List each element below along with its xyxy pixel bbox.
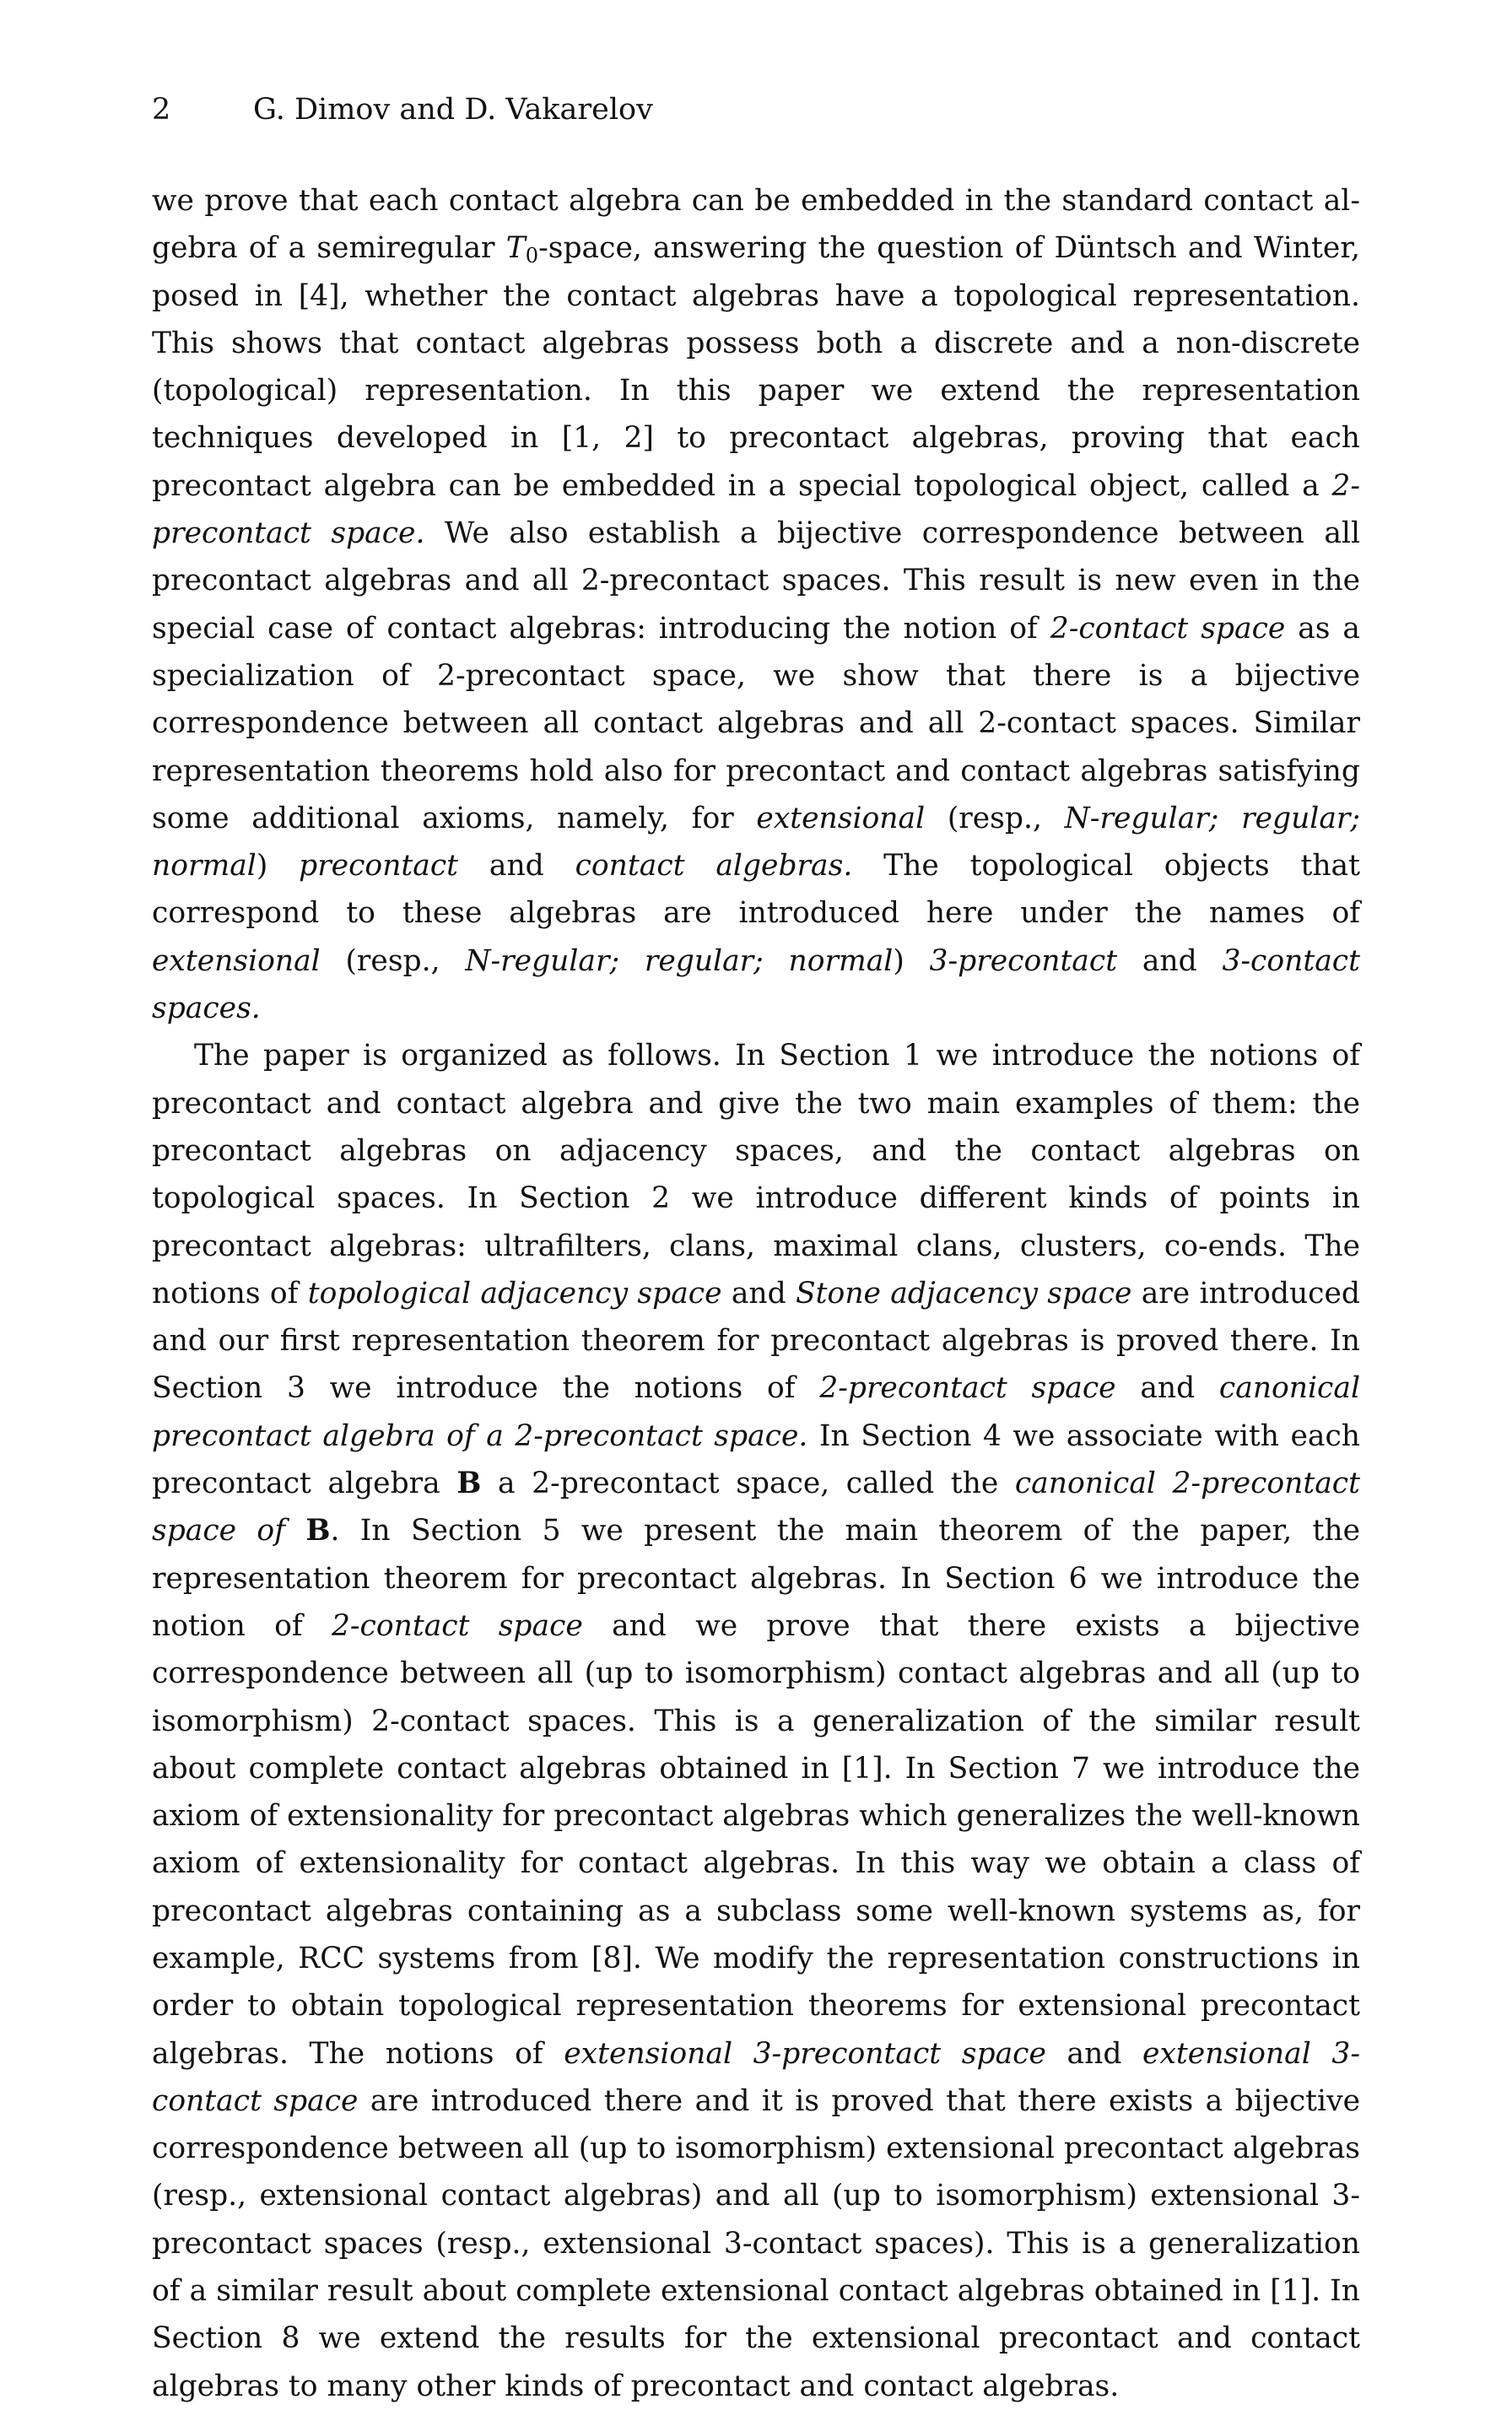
emphasis-text: topological adjacency space	[307, 1276, 722, 1310]
emphasis-text: precontact	[299, 849, 459, 883]
emphasis-text: 2-contact space	[331, 1608, 583, 1643]
body-text	[152, 177, 1360, 2410]
text-run: (resp.,	[320, 943, 466, 978]
text-run: a 2-precontact space, called the	[481, 1467, 1015, 1501]
emphasis-text: extensional	[756, 801, 926, 835]
emphasis-text: 3-precontact	[929, 943, 1118, 978]
text-run	[285, 1514, 305, 1548]
paragraph	[152, 177, 1360, 1032]
emphasis-text: N-regular; regular; normal	[152, 801, 1361, 883]
text-run: The topological objects that correspond to these algebras are introduced here under the names of	[152, 849, 1360, 931]
emphasis-text: N-regular; regular; normal	[465, 943, 894, 978]
text-run: and	[1045, 2036, 1143, 2071]
emphasis-text: 3-contact spaces.	[152, 943, 1360, 1026]
emphasis-text: extensional 3-precontact space	[564, 2036, 1046, 2071]
text-run: and we prove that there exists a bijective correspondence between all (up to isomorphism) contact algebras and all (up to isomorphism) 2-contact spaces. This is a generalization of the similar result about complete contact algebras obtained in [1]. In Section 7 we introduce the axiom of extensionality for precontact algebras which generalizes the well-known axiom of extensionality for contact algebras. In this way we obtain a class of precontact algebras containing as a subclass some well-known systems as, for example, RCC systems from [8]. We modify the representation constructions in order to obtain topological representation theorems for extensional precontact algebras. The notions of	[152, 1608, 1361, 2071]
text-run: The paper is organized as follows. In Section 1 we introduce the notions of precontact and contact algebra and give the two main examples of them: the precontact algebras on adjacency spaces, and the contact algebras on topological spaces. In Section 2 we introduce different kinds of points in precontact algebras: ultrafilters, clans, maximal clans, clusters, co-ends. The notions of	[152, 1039, 1360, 1310]
text-run: In Section 4 we associate with each precontact algebra	[152, 1418, 1360, 1501]
emphasis-text: 2-precontact space	[819, 1371, 1116, 1406]
text-run: (resp.,	[925, 801, 1065, 835]
running-head	[152, 91, 1360, 128]
text-run: we prove that each contact algebra can be embedded in the standard contact algebra of a semiregular	[152, 184, 1360, 266]
page-number: 2	[152, 93, 171, 127]
text-run: as a specialization of 2-precontact space, we show that there is a bijective correspondence between all contact algebras and all 2-contact spaces. Similar representation theorems hold also for precontact and contact algebras satisfying some additional axioms, namely, for	[152, 611, 1360, 835]
text-run: -space, answering the question of Düntsch and Winter, posed in [4], whether the contact algebras have a topological representation. This shows that contact algebras possess both a discrete and a non-discrete (topological) representation. In this paper we extend the representation techniques developed in [1, 2] to precontact algebras, proving that each precontact algebra can be embedded in a special topological object, called a	[152, 231, 1360, 503]
emphasis-text: canonical precontact algebra of a 2-precontact space.	[152, 1371, 1360, 1453]
emphasis-text: canonical 2-precontact space of	[152, 1467, 1360, 1548]
text-run: and	[1115, 1371, 1219, 1406]
subscript: 0	[525, 244, 539, 268]
bold-symbol: B	[456, 1467, 482, 1501]
text-run: We also establish a bijective correspondence between all precontact algebras and all 2-precontact spaces. This result is new even in the special case of contact algebras: introducing the notion of	[152, 516, 1360, 646]
text-run: and	[458, 849, 575, 883]
emphasis-text: extensional 3-contact space	[152, 2036, 1361, 2118]
text-run: are introduced there and it is proved that there exists a bijective correspondence between all (up to isomorphism) extensional precontact algebras (resp., extensional contact algebras) and all (up to isomorphism) extensional 3-precontact spaces (resp., extensional 3-contact spaces). This is a generalization of a similar result about complete extensional contact algebras obtained in [1]. In Section 8 we extend the results for the extensional precontact and contact algebras to many other kinds of precontact and contact algebras.	[152, 2083, 1360, 2403]
page	[152, 91, 1360, 2410]
emphasis-text: Stone adjacency space	[796, 1276, 1132, 1310]
emphasis-text: 2-contact space	[1050, 611, 1286, 646]
text-run: )	[893, 943, 930, 978]
paragraph	[152, 1032, 1360, 2410]
text-run: are introduced and our first representation theorem for precontact algebras is proved there. In Section 3 we introduce the notions of	[152, 1276, 1360, 1406]
text-run: . In Section 5 we present the main theorem of the paper, the representation theorem for precontact algebras. In Section 6 we introduce the notion of	[152, 1514, 1360, 1643]
text-run: and	[721, 1276, 796, 1310]
emphasis-text: contact algebras.	[575, 849, 853, 883]
bold-symbol: B	[305, 1514, 331, 1548]
emphasis-text: extensional	[152, 943, 321, 978]
text-run: and	[1117, 943, 1223, 978]
running-head-authors: G. Dimov and D. Vakarelov	[253, 93, 653, 127]
text-run: )	[256, 849, 300, 883]
emphasis-text: T	[505, 231, 526, 266]
emphasis-text: 2-precontact space.	[152, 468, 1360, 551]
